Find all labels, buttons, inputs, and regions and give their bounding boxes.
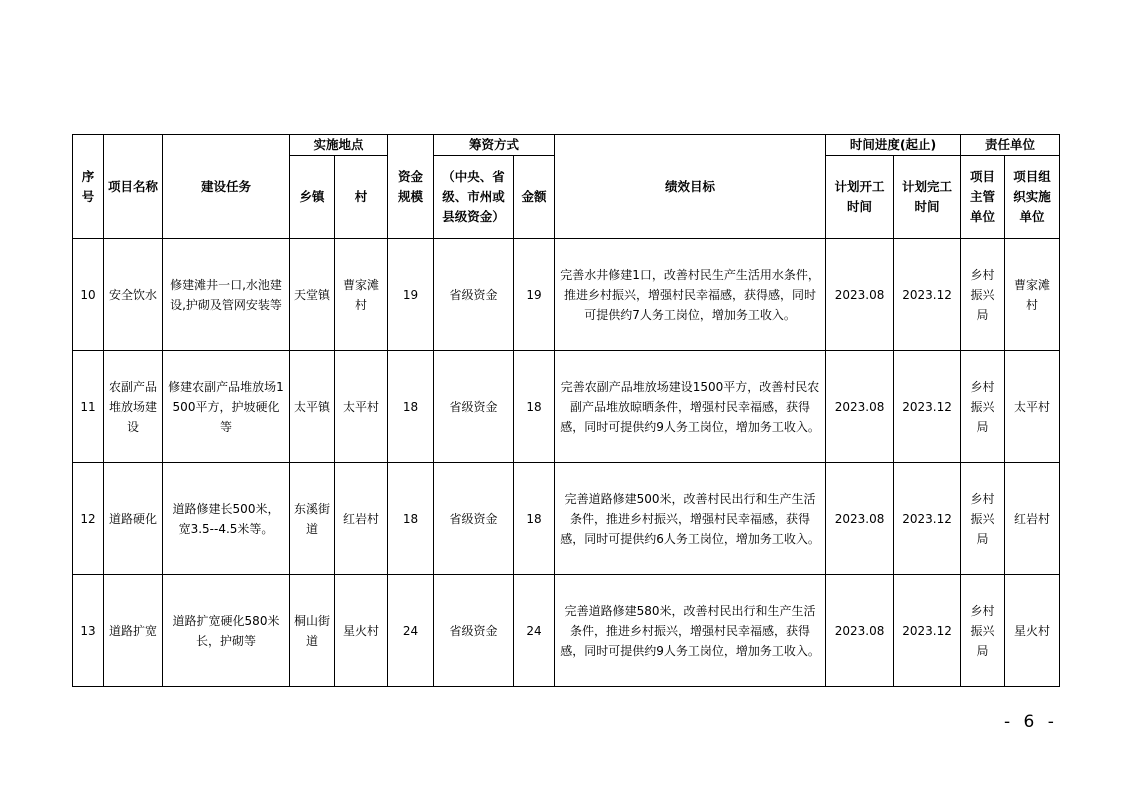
cell-name: 道路硬化 — [104, 463, 163, 575]
cell-org: 曹家滩村 — [1005, 239, 1060, 351]
table-row — [73, 239, 1060, 351]
cell-amount: 19 — [514, 239, 555, 351]
header-scale: 资金规模 — [388, 135, 434, 239]
header-org: 项目组织实施单位 — [1005, 156, 1060, 239]
cell-source: 省级资金 — [434, 351, 514, 463]
cell-seq: 13 — [73, 575, 104, 687]
cell-task: 修建滩井一口,水池建设,护砌及管网安装等 — [163, 239, 290, 351]
cell-start: 2023.08 — [826, 463, 894, 575]
cell-source: 省级资金 — [434, 575, 514, 687]
cell-scale: 18 — [388, 463, 434, 575]
cell-goal: 完善道路修建580米，改善村民出行和生产生活条件，推进乡村振兴，增强村民幸福感，获得感，同时可提供约9人务工岗位，增加务工收入。 — [555, 575, 826, 687]
cell-village: 星火村 — [335, 575, 388, 687]
cell-source: 省级资金 — [434, 239, 514, 351]
table-row — [73, 351, 1060, 463]
header-seq: 序号 — [73, 135, 104, 239]
cell-end: 2023.12 — [894, 463, 961, 575]
cell-task: 道路修建长500米，宽3.5--4.5米等。 — [163, 463, 290, 575]
table-row — [73, 575, 1060, 687]
header-dept: 项目主管单位 — [961, 156, 1005, 239]
cell-village: 太平村 — [335, 351, 388, 463]
cell-name: 安全饮水 — [104, 239, 163, 351]
header-end: 计划完工时间 — [894, 156, 961, 239]
cell-village: 红岩村 — [335, 463, 388, 575]
table-row — [73, 463, 1060, 575]
cell-name: 道路扩宽 — [104, 575, 163, 687]
header-responsible: 责任单位 — [961, 135, 1060, 156]
cell-amount: 18 — [514, 463, 555, 575]
header-town: 乡镇 — [290, 156, 335, 239]
cell-org: 红岩村 — [1005, 463, 1060, 575]
cell-dept: 乡村振兴局 — [961, 239, 1005, 351]
header-funding: 筹资方式 — [434, 135, 555, 156]
cell-end: 2023.12 — [894, 575, 961, 687]
cell-start: 2023.08 — [826, 351, 894, 463]
cell-goal: 完善水井修建1口，改善村民生产生活用水条件，推进乡村振兴，增强村民幸福感，获得感，同时可提供约7人务工岗位，增加务工收入。 — [555, 239, 826, 351]
cell-goal: 完善道路修建500米，改善村民出行和生产生活条件，推进乡村振兴，增强村民幸福感，获得感，同时可提供约6人务工岗位，增加务工收入。 — [555, 463, 826, 575]
page-number: - 6 - — [1004, 712, 1058, 732]
cell-seq: 10 — [73, 239, 104, 351]
cell-village: 曹家滩村 — [335, 239, 388, 351]
header-location: 实施地点 — [290, 135, 388, 156]
cell-town: 太平镇 — [290, 351, 335, 463]
cell-end: 2023.12 — [894, 351, 961, 463]
header-village: 村 — [335, 156, 388, 239]
header-row-1 — [73, 135, 1060, 156]
header-goal: 绩效目标 — [555, 135, 826, 239]
cell-seq: 12 — [73, 463, 104, 575]
cell-town: 东溪街道 — [290, 463, 335, 575]
cell-org: 星火村 — [1005, 575, 1060, 687]
cell-name: 农副产品堆放场建设 — [104, 351, 163, 463]
cell-dept: 乡村振兴局 — [961, 351, 1005, 463]
header-name: 项目名称 — [104, 135, 163, 239]
cell-start: 2023.08 — [826, 239, 894, 351]
cell-org: 太平村 — [1005, 351, 1060, 463]
cell-scale: 19 — [388, 239, 434, 351]
cell-dept: 乡村振兴局 — [961, 575, 1005, 687]
header-amount: 金额 — [514, 156, 555, 239]
cell-scale: 18 — [388, 351, 434, 463]
cell-source: 省级资金 — [434, 463, 514, 575]
cell-start: 2023.08 — [826, 575, 894, 687]
header-task: 建设任务 — [163, 135, 290, 239]
cell-seq: 11 — [73, 351, 104, 463]
project-table — [72, 134, 1060, 687]
header-schedule: 时间进度(起止) — [826, 135, 961, 156]
cell-task: 道路扩宽硬化580米长，护砌等 — [163, 575, 290, 687]
cell-goal: 完善农副产品堆放场建设1500平方，改善村民农副产品堆放晾晒条件，增强村民幸福感，获得感，同时可提供约9人务工岗位，增加务工收入。 — [555, 351, 826, 463]
cell-town: 桐山街道 — [290, 575, 335, 687]
cell-town: 天堂镇 — [290, 239, 335, 351]
cell-amount: 24 — [514, 575, 555, 687]
cell-task: 修建农副产品堆放场1500平方，护坡硬化等 — [163, 351, 290, 463]
cell-amount: 18 — [514, 351, 555, 463]
header-fund-source: （中央、省级、市州或县级资金） — [434, 156, 514, 239]
cell-end: 2023.12 — [894, 239, 961, 351]
cell-dept: 乡村振兴局 — [961, 463, 1005, 575]
header-start: 计划开工时间 — [826, 156, 894, 239]
cell-scale: 24 — [388, 575, 434, 687]
